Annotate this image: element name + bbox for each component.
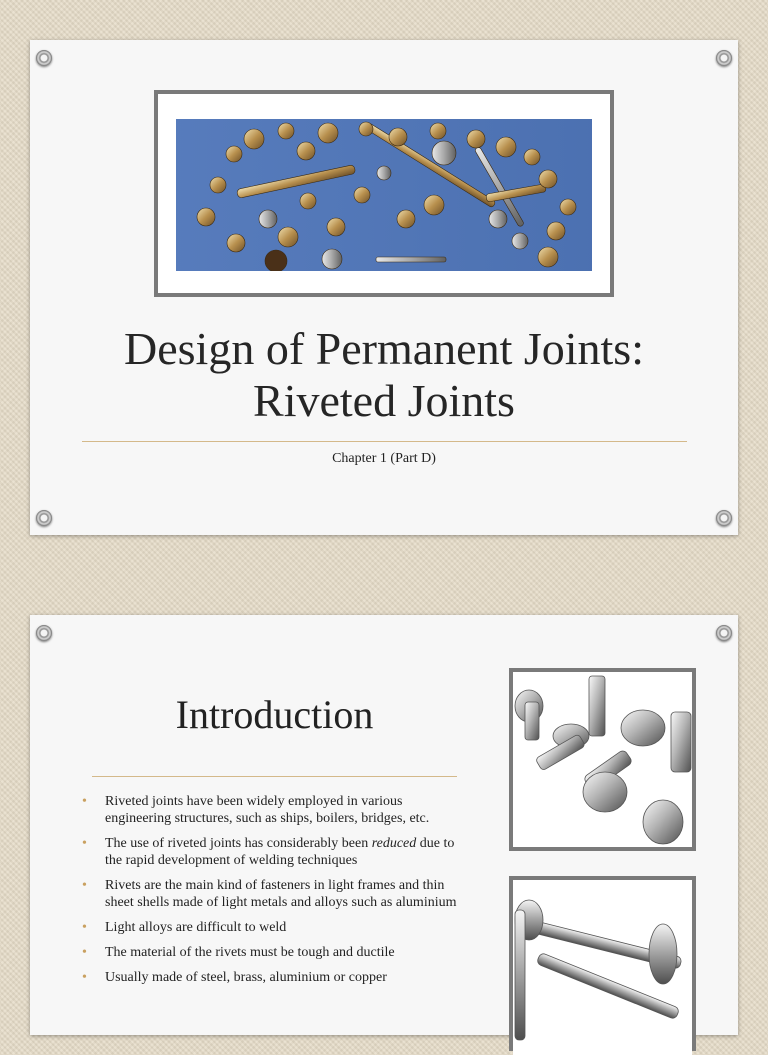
slide-title-line-1: Design of Permanent Joints: <box>124 323 644 374</box>
bullet-text-before: The use of riveted joints has considerably been <box>105 836 372 851</box>
grommet-top-left-icon <box>36 625 52 641</box>
slide-title <box>30 323 738 427</box>
bullet-list <box>78 793 468 994</box>
rivets-assortment-photo <box>176 119 592 271</box>
bullet-item <box>78 969 468 986</box>
bullet-text-after: due to the rapid development of welding techniques <box>105 836 455 868</box>
grommet-bottom-left-icon <box>36 510 52 526</box>
grommet-top-right-icon <box>716 50 732 66</box>
bullet-item <box>78 919 468 936</box>
grommet-bottom-right-icon <box>716 510 732 526</box>
bullet-item <box>78 877 468 911</box>
bullet-text: Rivets are the main kind of fasteners in light frames and thin sheet shells made of light metals and alloys such as aluminium <box>105 878 457 910</box>
bullet-text: The material of the rivets must be tough and ductile <box>105 945 395 960</box>
bullet-item <box>78 944 468 961</box>
rivets-photo-frame-2 <box>509 876 696 1051</box>
introduction-slide <box>30 615 738 1035</box>
heading-divider <box>92 776 457 777</box>
silver-rivets-photo <box>513 672 692 847</box>
bullet-emphasis: reduced <box>371 836 417 851</box>
bullet-item <box>78 793 468 827</box>
title-divider <box>82 441 687 442</box>
rivets-photo-frame-1 <box>509 668 696 851</box>
bullet-text: Riveted joints have been widely employed in various engineering structures, such as ships, boilers, bridges, etc. <box>105 794 430 826</box>
long-rivets-photo <box>513 880 692 1055</box>
grommet-top-right-icon <box>716 625 732 641</box>
introduction-heading: Introduction <box>175 692 374 737</box>
slide-title-line-2: Riveted Joints <box>253 375 515 426</box>
rivets-hero-photo-frame <box>154 90 614 297</box>
bullet-item <box>78 835 468 869</box>
bullet-text: Usually made of steel, brass, aluminium or copper <box>105 970 387 985</box>
title-slide <box>30 40 738 535</box>
bullet-text: Light alloys are difficult to weld <box>105 920 287 935</box>
slide-subtitle: Chapter 1 (Part D) <box>332 451 436 466</box>
grommet-top-left-icon <box>36 50 52 66</box>
